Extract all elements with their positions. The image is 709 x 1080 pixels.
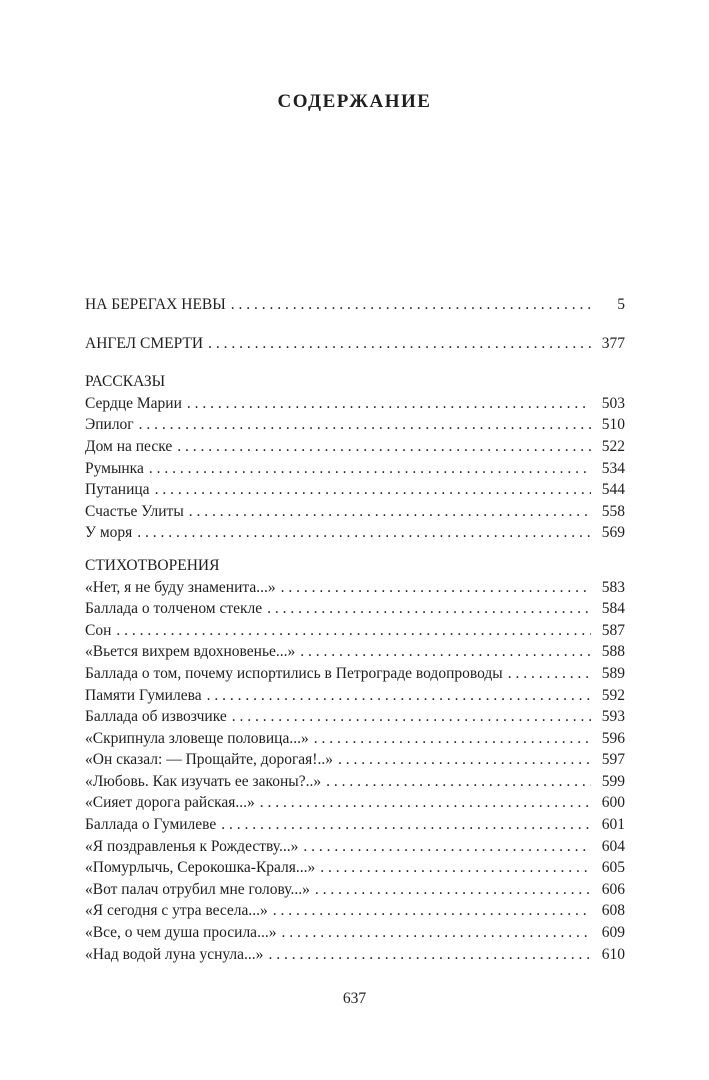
toc-entry (85, 436, 625, 458)
dot-leader (221, 814, 591, 836)
dot-leader (189, 501, 591, 523)
toc-entry (85, 501, 625, 523)
toc-entry-page: 608 (601, 902, 625, 920)
toc-entry-page: 588 (601, 643, 625, 661)
toc-entry-page: 600 (601, 794, 625, 812)
dot-leader (187, 393, 591, 415)
toc-entry (85, 333, 625, 355)
toc-entry (85, 641, 625, 663)
toc-entry-page: 534 (601, 459, 625, 477)
toc-entry-title: «Он сказал: — Прощайте, дорогая!..» (85, 751, 333, 769)
toc-list (85, 294, 625, 965)
dot-leader (177, 436, 591, 458)
toc-entry-title: «Я сегодня с утра весела...» (85, 902, 268, 920)
toc-entry-title: «Все, о чем душа просила...» (85, 924, 277, 942)
toc-entry-page: 610 (601, 945, 625, 963)
dot-leader (273, 900, 591, 922)
dot-leader (149, 458, 591, 480)
dot-leader (315, 879, 591, 901)
toc-entry (85, 857, 625, 879)
toc-entry-page: 584 (601, 600, 625, 618)
toc-entry-title: «Я поздравленья к Рождеству...» (85, 837, 299, 855)
toc-entry (85, 728, 625, 750)
toc-entry-title: НА БЕРЕГАХ НЕВЫ (85, 296, 226, 313)
toc-entry-page: 510 (601, 416, 625, 434)
toc-entry-page: 593 (601, 708, 625, 726)
toc-entry-title: Дом на песке (85, 437, 173, 455)
dot-leader (116, 620, 591, 642)
dot-leader (232, 706, 591, 728)
toc-entry-title: Сон (85, 621, 112, 639)
dot-leader (314, 728, 591, 750)
page-title: СОДЕРЖАНИЕ (277, 91, 432, 112)
toc-entry-page: 587 (601, 621, 625, 639)
dot-leader (260, 792, 591, 814)
toc-entry (85, 393, 625, 415)
toc-section-heading: РАССКАЗЫ (85, 373, 166, 391)
toc-entry-title: Баллада об извозчике (85, 708, 227, 726)
dot-leader (231, 294, 591, 316)
toc-entry-title: Памяти Гумилева (85, 686, 202, 704)
dot-leader (338, 749, 591, 771)
toc-entry (85, 944, 625, 966)
toc-entry-page: 605 (601, 859, 625, 877)
toc-entry-page: 596 (601, 729, 625, 747)
dot-leader (303, 836, 591, 858)
toc-entry-page: 544 (601, 481, 625, 499)
toc-entry (85, 836, 625, 858)
toc-entry-page: 597 (601, 751, 625, 769)
toc-section-heading: СТИХОТВОРЕНИЯ (85, 556, 220, 574)
dot-leader (208, 333, 591, 355)
toc-entry (85, 414, 625, 436)
dot-leader (281, 922, 591, 944)
toc-entry-page: 503 (601, 394, 625, 412)
toc-entry-title: Баллада о Гумилеве (85, 816, 217, 834)
dot-leader (281, 577, 591, 599)
toc-entry-title: «Сияет дорога райская...» (85, 794, 255, 812)
dot-leader (508, 663, 591, 685)
toc-entry-page: 601 (601, 816, 625, 834)
toc-entry (85, 749, 625, 771)
toc-entry-page: 377 (601, 334, 625, 352)
toc-entry (85, 598, 625, 620)
dot-leader (300, 641, 591, 663)
toc-entry-title: Баллада о толченом стекле (85, 600, 263, 618)
toc-entry-title: «Любовь. Как изучать ее законы?..» (85, 772, 322, 790)
toc-entry-page: 589 (601, 664, 625, 682)
dot-leader (139, 414, 591, 436)
toc-entry-title: Путаница (85, 481, 150, 499)
toc-entry-title: «Вот палач отрубил мне голову...» (85, 880, 310, 898)
toc-entry (85, 685, 625, 707)
toc-entry (85, 792, 625, 814)
toc-entry (85, 663, 625, 685)
toc-entry-page: 5 (617, 296, 625, 313)
toc-entry (85, 294, 625, 316)
toc-entry-page: 604 (601, 837, 625, 855)
dot-leader (155, 479, 591, 501)
toc-entry-title: Счастье Улиты (85, 502, 184, 520)
toc-entry (85, 879, 625, 901)
toc-entry-title: Баллада о том, почему испортились в Петрограде водопроводы (85, 664, 503, 682)
toc-entry (85, 771, 625, 793)
toc-entry (85, 620, 625, 642)
toc-entry-page: 583 (601, 578, 625, 596)
dot-leader (207, 685, 591, 707)
toc-entry (85, 458, 625, 480)
toc-entry-title: «Вьется вихрем вдохновенье...» (85, 643, 296, 661)
toc-entry-page: 558 (601, 502, 625, 520)
toc-entry-title: «Нет, я не буду знаменита...» (85, 578, 276, 596)
toc-entry-title: «Над водой луна уснула...» (85, 945, 264, 963)
dot-leader (326, 771, 591, 793)
toc-entry (85, 522, 625, 544)
toc-entry (85, 479, 625, 501)
toc-entry (85, 577, 625, 599)
toc-entry-title: Эпилог (85, 416, 134, 434)
toc-entry-title: АНГЕЛ СМЕРТИ (85, 334, 204, 352)
toc-entry-page: 599 (601, 772, 625, 790)
toc-entry (85, 900, 625, 922)
toc-entry-title: Сердце Марии (85, 394, 182, 412)
toc-entry-title: Румынка (85, 459, 144, 477)
toc-entry-title: «Помурлычь, Серокошка-Краля...» (85, 859, 316, 877)
toc-entry-page: 609 (601, 924, 625, 942)
dot-leader (320, 857, 591, 879)
dot-leader (267, 598, 591, 620)
toc-entry (85, 706, 625, 728)
dot-leader (268, 944, 591, 966)
toc-entry-page: 569 (601, 524, 625, 542)
toc-entry-page: 592 (601, 686, 625, 704)
toc-entry (85, 814, 625, 836)
dot-leader (137, 522, 591, 544)
toc-entry-page: 522 (601, 437, 625, 455)
toc-entry-page: 606 (601, 880, 625, 898)
toc-entry-title: «Скрипнула зловеще половица...» (85, 729, 309, 747)
folio-page-number: 637 (342, 990, 367, 1007)
toc-entry-title: У моря (85, 524, 133, 542)
toc-entry (85, 922, 625, 944)
